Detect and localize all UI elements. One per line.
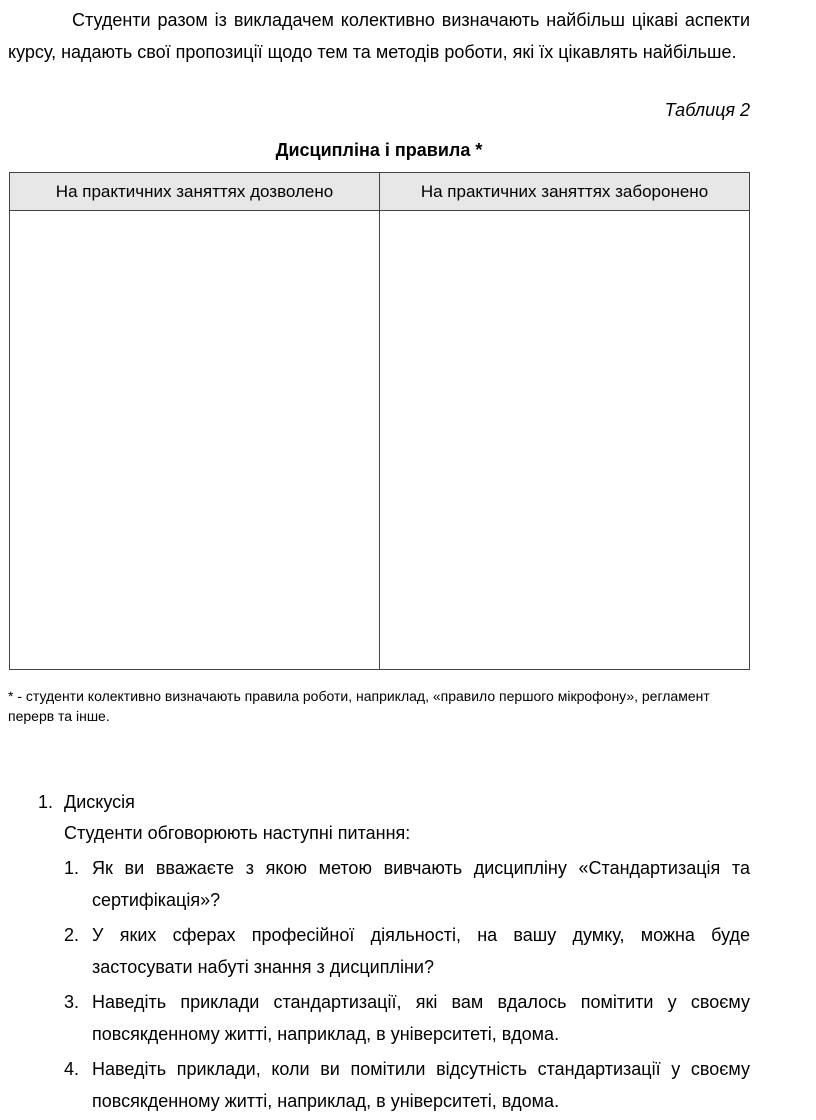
table-row xyxy=(10,211,750,670)
question-number: 3. xyxy=(64,992,80,1012)
table-title: Дисципліна і правила * xyxy=(275,140,483,160)
list-item xyxy=(64,986,750,1050)
section-heading xyxy=(38,790,135,814)
list-item xyxy=(64,852,750,916)
section-number: 1. xyxy=(38,792,54,812)
rules-table xyxy=(9,172,750,670)
list-item xyxy=(64,1053,750,1117)
table-caption: Таблиця 2 xyxy=(664,100,750,120)
question-text: У яких сферах професійної діяльності, на вашу думку, можна буде застосувати набуті знання з дисципліни? xyxy=(92,925,750,977)
intro-paragraph: Студенти разом із викладачем колективно визначають найбільш цікаві аспекти курсу, надають свої пропозиції щодо тем та методів роботи, які їх цікавлять найбільше. xyxy=(8,10,750,62)
table-header-row xyxy=(10,173,750,211)
footnote: * - студенти колективно визначають правила роботи, наприклад, «правило першого мікрофону», регламент перерв та інше. xyxy=(8,688,710,724)
question-list xyxy=(64,852,750,1120)
question-number: 4. xyxy=(64,1059,80,1079)
allowed-cell[interactable] xyxy=(10,211,380,670)
question-text: Як ви вважаєте з якою метою вивчають дисципліну «Стандартизація та сертифікація»? xyxy=(92,858,750,910)
forbidden-cell[interactable] xyxy=(380,211,750,670)
question-number: 2. xyxy=(64,925,80,945)
question-number: 1. xyxy=(64,858,80,878)
section-lead: Студенти обговорюють наступні питання: xyxy=(64,823,411,843)
question-text: Наведіть приклади стандартизації, які вам вдалось помітити у своєму повсякденному житті, наприклад, в університеті, вдома. xyxy=(92,992,750,1044)
question-text: Наведіть приклади, коли ви помітили відсутність стандартизації у своєму повсякденному житті, наприклад, в університеті, вдома. xyxy=(92,1059,750,1111)
column-header-forbidden: На практичних заняттях заборонено xyxy=(380,173,750,211)
list-item xyxy=(64,919,750,983)
column-header-allowed: На практичних заняттях дозволено xyxy=(10,173,380,211)
section-title: Дискусія xyxy=(64,792,135,812)
